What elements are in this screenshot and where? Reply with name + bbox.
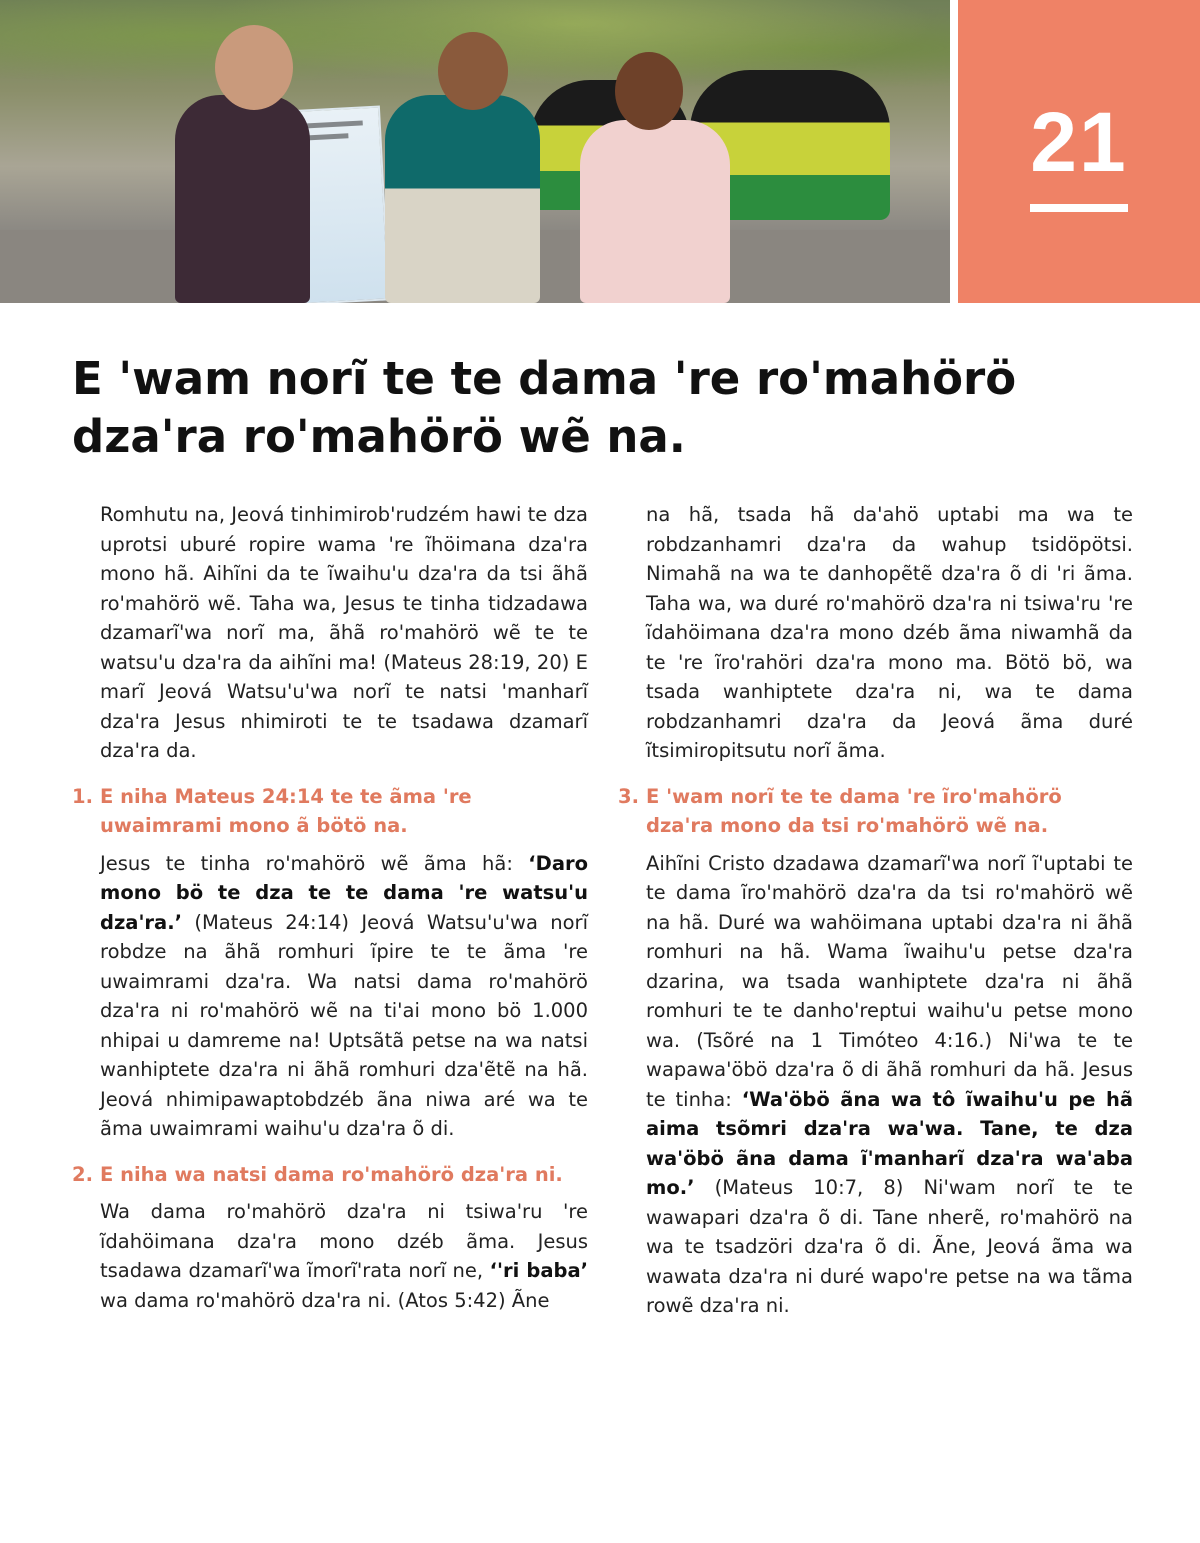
photo-person-woman-center xyxy=(385,95,540,303)
lesson-number-box xyxy=(958,0,1200,303)
photo-person-head xyxy=(438,32,508,110)
lesson-number: 21 xyxy=(1030,95,1128,189)
section-number: 3. xyxy=(618,784,639,808)
lesson-number-underline xyxy=(1030,204,1128,212)
section-number: 2. xyxy=(72,1162,93,1186)
section-number: 1. xyxy=(72,784,93,808)
section-heading xyxy=(72,782,588,841)
section-heading-text: E niha wa natsi dama ro'mahörö dza'ra ni. xyxy=(100,1162,563,1186)
page-title: E 'wam norĩ te te dama 're ro'mahörö dza'ra ro'mahörö wẽ na. xyxy=(72,352,1017,463)
section-paragraph-continued: na hã, tsada hã da'ahö uptabi ma wa te robdzanhamri dza'ra da wahup tsidöpötsi. Nimahã na wa te danhopẽtẽ dza'ra õ di 'ri ãma. Taha wa, wa duré ro'mahörö dza'ra ni tsiwa'ru 're ĩdahöimana dza'ra mono dzéb ãma niwamhã da te 're ĩro'rahöri dza'ra mono ma. Bötö bö, wa tsada wanhiptete dza'ra ni, wa te dama robdzanhamri dza'ra da Jeová ãma duré ĩtsimiropitsutu norĩ ãma. xyxy=(646,503,1133,762)
photo-person-head xyxy=(615,52,683,130)
section-heading xyxy=(618,782,1133,841)
section-heading xyxy=(72,1160,588,1190)
photo-person-head xyxy=(215,25,293,110)
section-heading-text: E 'wam norĩ te te dama 're ĩro'mahörö dza'ra mono da tsi ro'mahörö wẽ na. xyxy=(646,784,1062,837)
scripture-quote: ‘Daro mono bö te dza te te dama 're watsu'u dza'ra.’ xyxy=(100,851,588,934)
intro-paragraph: Romhutu na, Jeová tinhimirob'rudzém hawi te dza uprotsi uburé ropire wama 're ĩhöimana dza'ra mono hã. Aihĩni da te ĩwaihu'u dza'ra da tsi ãhã ro'mahörö wẽ. Taha wa, Jesus te tinha tidzadawa dzamarĩ'wa norĩ ma, ãhã ro'mahörö wẽ te te watsu'u dza'ra da aihĩni ma! (Mateus 28:19, 20) E marĩ Jeová Watsu'u'wa norĩ te natsi 'manharĩ dza'ra Jesus nhimiroti te te tsadawa dzamarĩ dza'ra da. xyxy=(100,503,588,762)
section-paragraph: Aihĩni Cristo dzadawa dzamarĩ'wa norĩ ĩ'uptabi te te dama ĩro'mahörö dza'ra da tsi ro'mahörö wẽ na hã. Duré wa wahöimana uptabi dza'ra ni ãhã romhuri na hã. Wama ĩwaihu'u petse dza'ra dzarina, wa tsada wanhiptete dza'ra ni ãhã romhuri te te danho'reptui waihu'u petse mono wa. (Tsõré na 1 Timóteo 4:16.) Ni'wa te te wapawa'öbö dza'ra õ di ãhã romhuri da hã. Jesus te tinha: ‘Wa'öbö ãna wa tô ĩwaihu'u pe hã aima tsõmri dza'ra wa'wa. Tane, te dza wa'öbö ãna dama ĩ'manharĩ dza'ra wa'aba mo.’ (Mateus 10:7, 8) Ni'wam norĩ te te wawapari dza'ra õ di. Tane nherẽ, ro'mahörö na wa te tsadzöri dza'ra õ di. Ãne, Jeová ãma wa wawata dza'ra ni duré wapo're petse na wa tãma rowẽ dza'ra ni. xyxy=(646,851,1134,1317)
scripture-quote: ‘Wa'öbö ãna wa tô ĩwaihu'u pe hã aima tsõmri dza'ra wa'wa. Tane, te dza wa'öbö ãna dama ĩ'manharĩ dza'ra wa'aba mo.’ xyxy=(646,1087,1134,1199)
header-photo xyxy=(0,0,950,303)
section-paragraph: Jesus te tinha ro'mahörö wẽ ãma hã: ‘Daro mono bö te dza te te dama 're watsu'u dza'ra.’ (Mateus 24:14) Jeová Watsu'u'wa norĩ robdze na ãhã romhuri ĩpire te te ãma 're uwaimrami dza'ra. Wa natsi dama ro'mahörö dza'ra ni ro'mahörö wẽ na ti'ai mono bö 1.000 nhipai u damreme na! Uptsãtã petse na wa natsi wanhiptete dza'ra ni ãhã romhuri dza'ẽtẽ na hã. Jeová nhimipawaptobdzéb ãna niwa aré wa te ãma uwaimrami waihu'u dza'ra õ di. xyxy=(100,851,588,1140)
right-column xyxy=(618,500,1133,1321)
section-heading-text: E niha Mateus 24:14 te te ãma 're uwaimrami mono ã bötö na. xyxy=(100,784,472,837)
photo-person-man-right xyxy=(580,120,730,303)
section-paragraph: Wa dama ro'mahörö dza'ra ni tsiwa'ru 're ĩdahöimana dza'ra mono dzéb ãma. Jesus tsadawa dzamarĩ'wa ĩmorĩ'rata norĩ ne, ‘'ri baba’ wa dama ro'mahörö dza'ra ni. (Atos 5:42) Ãne xyxy=(100,1200,589,1312)
photo-person-woman-left xyxy=(175,95,310,303)
scripture-quote: ‘'ri baba’ xyxy=(489,1259,589,1282)
left-column xyxy=(72,500,588,1315)
